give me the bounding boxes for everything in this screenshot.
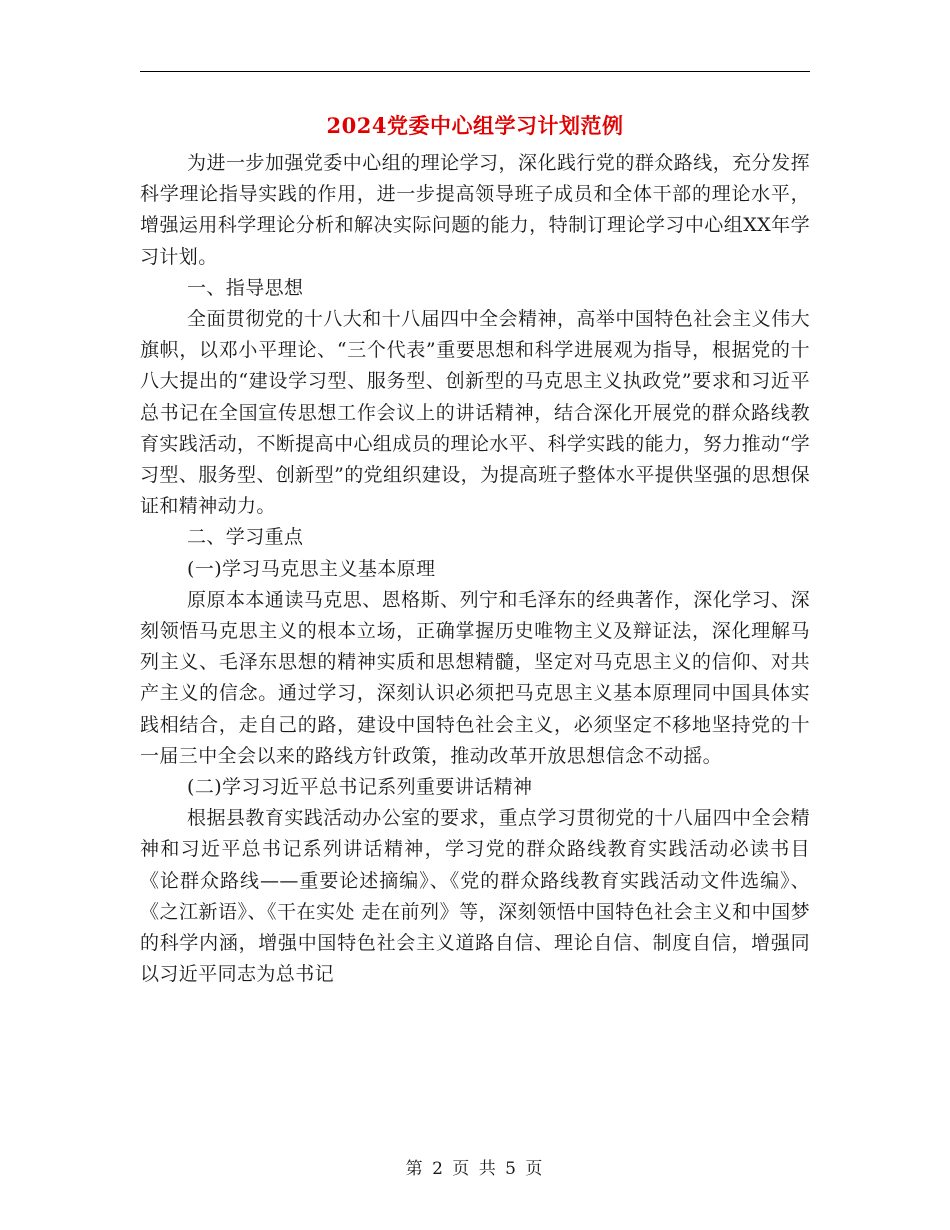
header-rule — [140, 71, 810, 72]
document-title: 2024党委中心组学习计划范例 — [326, 113, 624, 138]
intro-paragraph: 为进一步加强党委中心组的理论学习，深化践行党的群众路线，充分发挥科学理论指导实践的作用，进一步提高领导班子成员和全体干部的理论水平，增强运用科学理论分析和解决实际问题的能力，特制订理论学习中心组XX年学习计划。 — [140, 152, 810, 268]
subsection-heading-marxism: (一)学习马克思主义基本原理 — [187, 557, 436, 580]
marxism-paragraph: 原原本本通读马克思、恩格斯、列宁和毛泽东的经典著作，深化学习、深刻领悟马克思主义的根本立场，正确掌握历史唯物主义及辩证法，深化理解马列主义、毛泽东思想的精神实质和思想精髓，坚定对马克思主义的信仰、对共产主义的信念。通过学习，深刻认识必须把马克思主义基本原理同中国具体实践相结合，走自己的路，建设中国特色社会主义，必须坚定不移地坚持党的十一届三中全会以来的路线方针政策，推动改革开放思想信念不动摇。 — [140, 588, 810, 767]
section-heading-guiding-ideology: 一、指导思想 — [187, 276, 304, 299]
section-heading-study-focus: 二、学习重点 — [187, 526, 304, 549]
subsection-heading-speeches: (二)学习习近平总书记系列重要讲话精神 — [187, 776, 533, 799]
page-footer: 第 2 页 共 5 页 — [405, 1159, 545, 1179]
speeches-paragraph: 根据县教育实践活动办公室的要求，重点学习贯彻党的十八届四中全会精神和习近平总书记系列讲话精神，学习党的群众路线教育实践活动必读书目《论群众路线——重要论述摘编》、《党的群众路线教育实践活动文件选编》、《之江新语》、《干在实处 走在前列》等，深刻领悟中国特色社会主义和中国梦的科学内涵，增强中国特色社会主义道路自信、理论自信、制度自信，增强同以习近平同志为总书记 — [140, 807, 810, 986]
guiding-ideology-paragraph: 全面贯彻党的十八大和十八届四中全会精神，高举中国特色社会主义伟大旗帜，以邓小平理论、“三个代表”重要思想和科学进展观为指导，根据党的十八大提出的“建设学习型、服务型、创新型的马克思主义执政党”要求和习近平总书记在全国宣传思想工作会议上的讲话精神，结合深化开展党的群众路线教育实践活动，不断提高中心组成员的理论水平、科学实践的能力，努力推动“学习型、服务型、创新型”的党组织建设，为提高班子整体水平提供坚强的思想保证和精神动力。 — [140, 308, 810, 518]
document-body — [140, 148, 810, 990]
